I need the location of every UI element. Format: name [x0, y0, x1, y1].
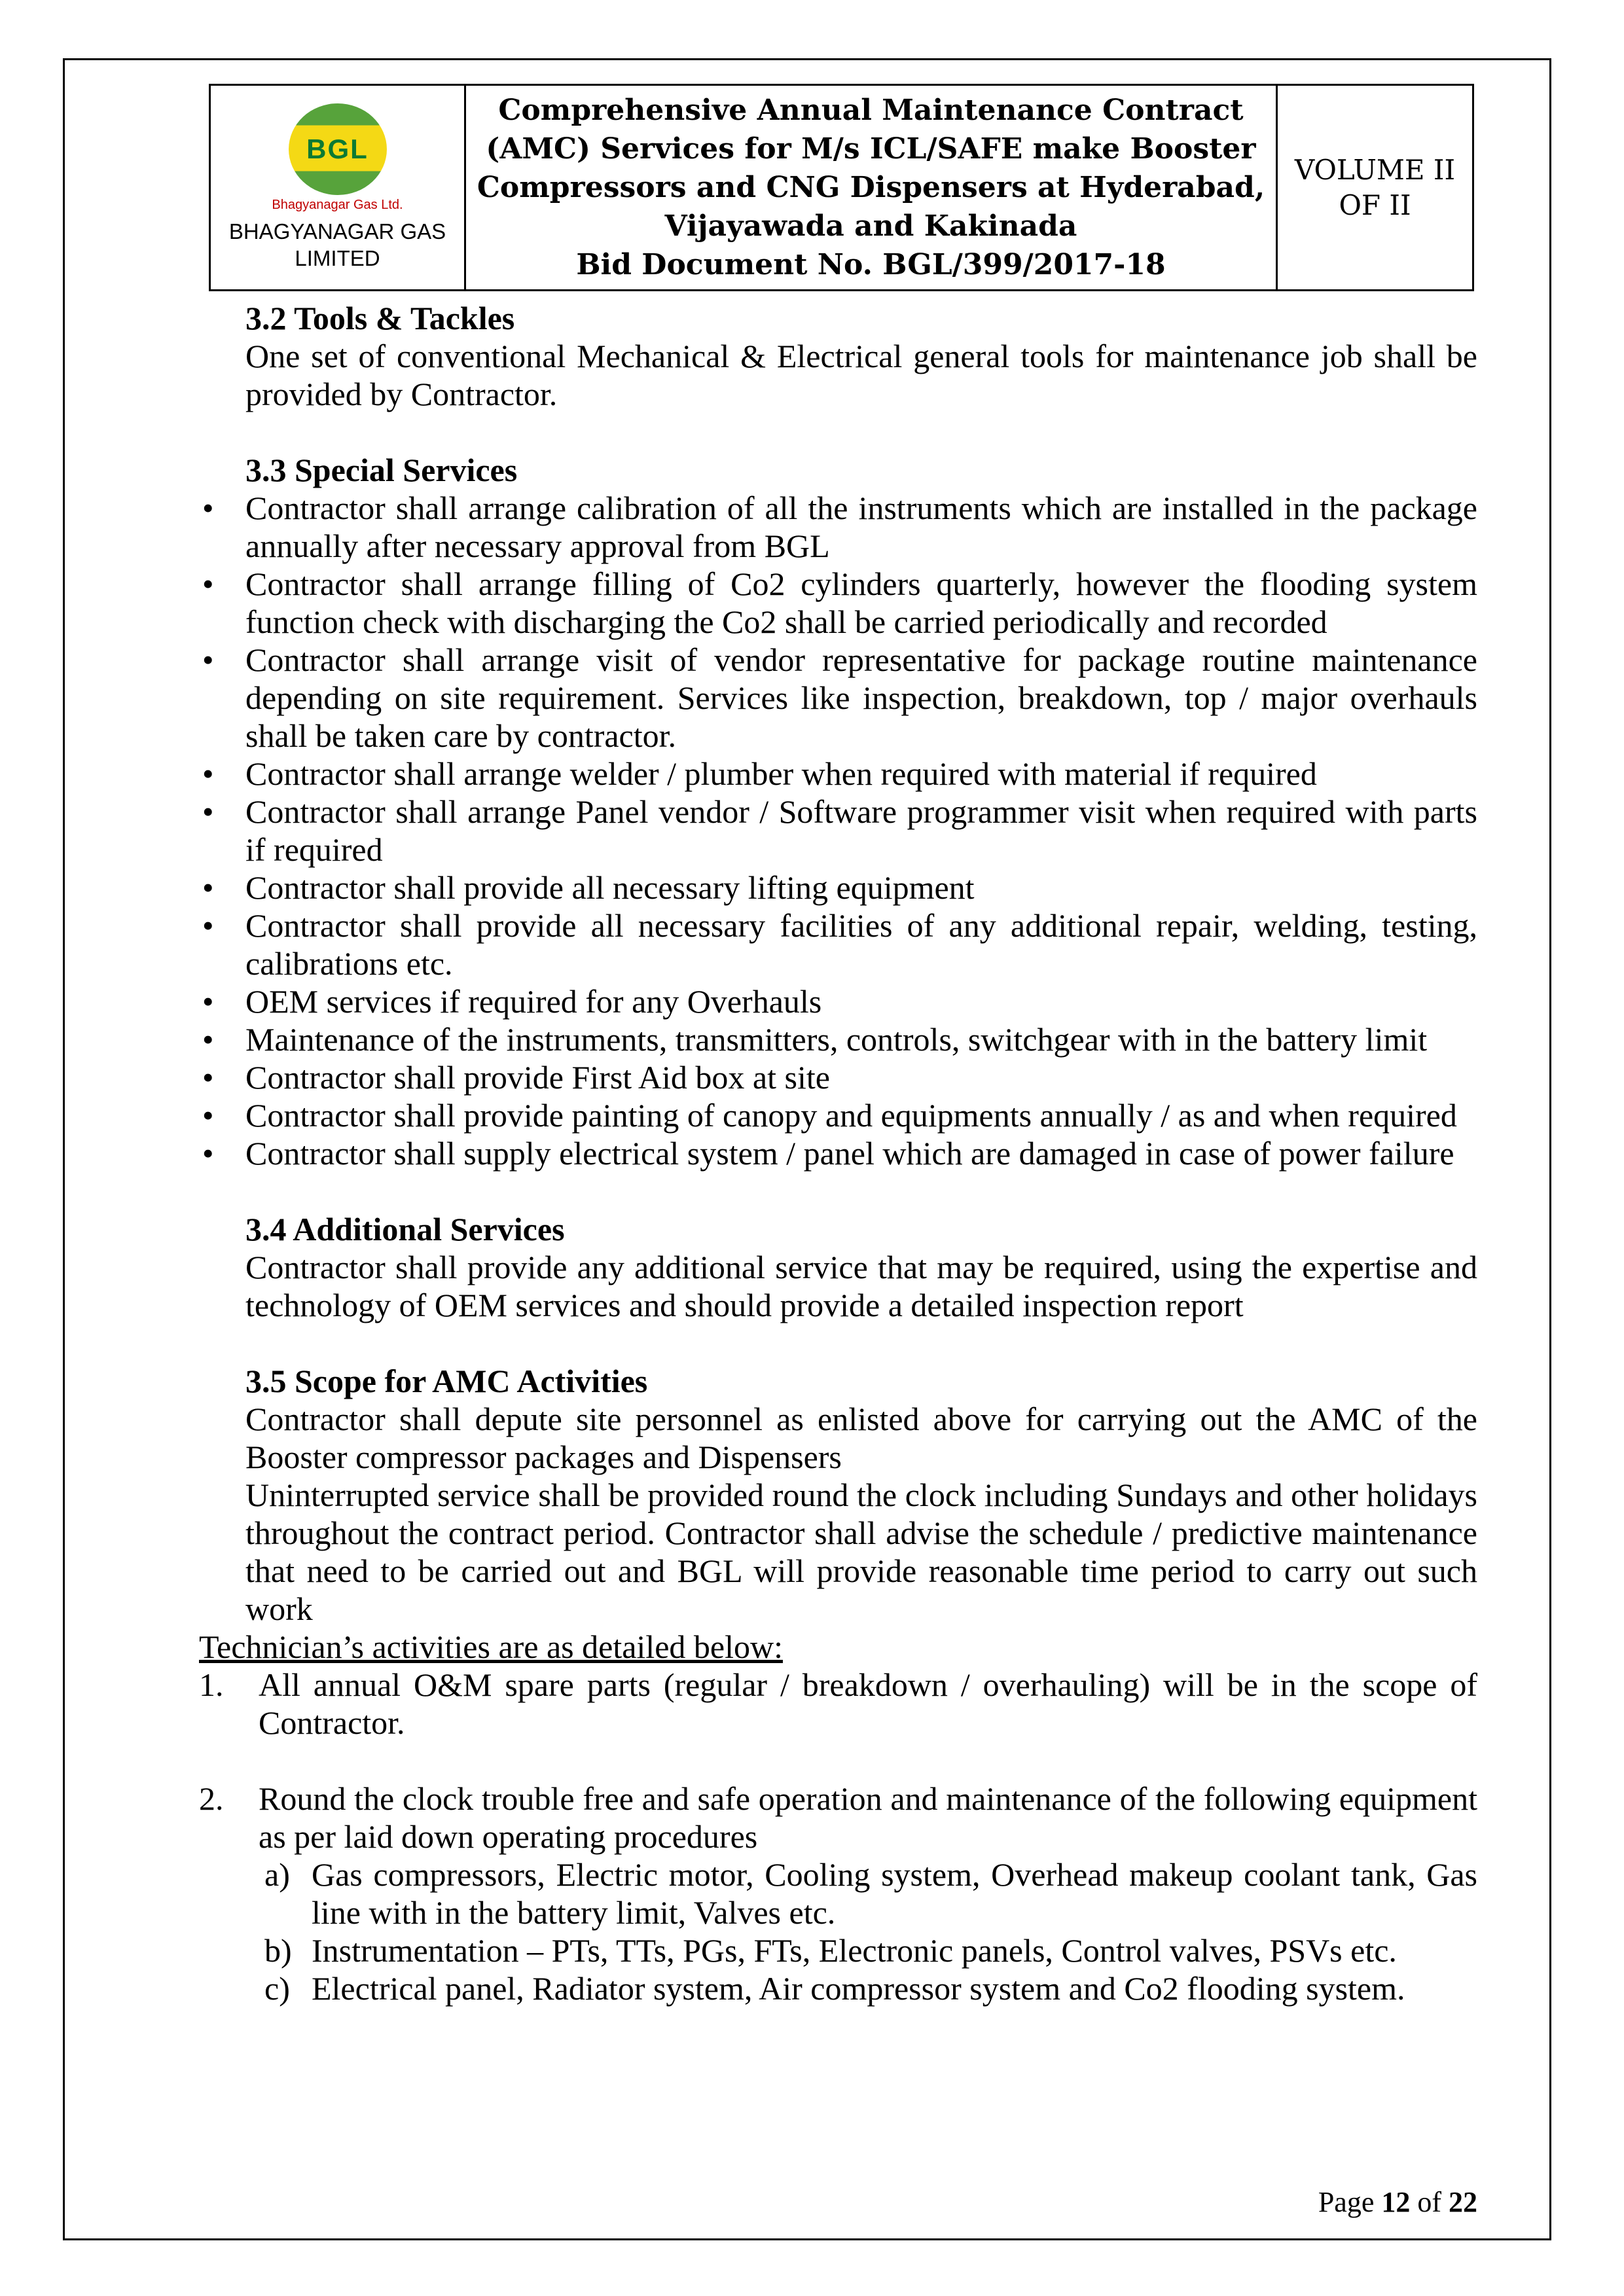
- special-service-item: [202, 641, 1477, 755]
- title-line-2: (AMC) Services for M/s ICL/SAFE make Booster: [486, 132, 1256, 166]
- scope-paragraph-2: Uninterrupted service shall be provided round the clock including Sundays and other holidays throughout the contract period. Contractor shall advise the schedule / predictive maintenance that need to be carried out and BGL will provide reasonable time period to carry out such work: [245, 1477, 1477, 1627]
- bullet-icon: •: [202, 793, 214, 830]
- document-content: [199, 299, 1477, 2007]
- sub-item-c: [264, 1969, 1477, 2007]
- sub-item-label: b): [264, 1932, 292, 1969]
- sub-item-a: [264, 1856, 1477, 1931]
- bullet-icon: •: [202, 869, 214, 906]
- bullet-text: OEM services if required for any Overhauls: [245, 983, 822, 1020]
- special-service-item: [202, 1134, 1477, 1172]
- bullet-text: Contractor shall provide painting of canopy and equipments annually / as and when required: [245, 1097, 1457, 1134]
- document-title: [474, 91, 1268, 245]
- company-name-line2: LIMITED: [295, 246, 380, 270]
- bullet-text: Maintenance of the instruments, transmitters, controls, switchgear with in the battery limit: [245, 1021, 1428, 1058]
- special-service-item: [202, 906, 1477, 982]
- title-cell: [465, 85, 1277, 291]
- sub-item-b: [264, 1931, 1477, 1969]
- item-text: Round the clock trouble free and safe operation and maintenance of the following equipment as per laid down operating procedures: [259, 1780, 1477, 1855]
- header-table: [209, 84, 1474, 291]
- page-border: [63, 58, 1551, 2240]
- footer-page-word: Page: [1318, 2186, 1375, 2218]
- bullet-icon: •: [202, 983, 214, 1020]
- company-name-line1: BHAGYANAGAR GAS: [228, 219, 446, 243]
- item-number: 1.: [199, 1666, 224, 1703]
- bullet-icon: •: [202, 490, 214, 526]
- numbered-item-2: [199, 1780, 1477, 1856]
- title-line-1: Comprehensive Annual Maintenance Contract: [498, 94, 1244, 127]
- header-row: [210, 85, 1473, 291]
- bullet-icon: •: [202, 1021, 214, 1058]
- sub-item-text: Electrical panel, Radiator system, Air compressor system and Co2 flooding system.: [312, 1970, 1405, 2007]
- volume-line-1: VOLUME II: [1294, 153, 1456, 186]
- bullet-text: Contractor shall provide First Aid box at site: [245, 1059, 830, 1096]
- section-heading-special-services: 3.3 Special Services: [245, 452, 518, 488]
- tools-paragraph: One set of conventional Mechanical & Electrical general tools for maintenance job shall be provided by Contractor.: [245, 338, 1477, 412]
- special-service-item: [202, 1096, 1477, 1134]
- logo-monogram: BGL: [306, 134, 369, 164]
- bullet-text: Contractor shall supply electrical system / panel which are damaged in case of power failure: [245, 1135, 1454, 1172]
- sub-item-text: Gas compressors, Electric motor, Cooling system, Overhead makeup coolant tank, Gas line with in the battery limit, Valves etc.: [312, 1856, 1477, 1931]
- logo-tagline: Bhagyanagar Gas Ltd.: [272, 198, 403, 212]
- special-service-item: [202, 793, 1477, 869]
- additional-services-paragraph: Contractor shall provide any additional service that may be required, using the expertise and technology of OEM services and should provide a detailed inspection report: [245, 1249, 1477, 1323]
- bullet-text: Contractor shall arrange visit of vendor representative for package routine maintenance depending on site requirement. Services like inspection, breakdown, top / major overhauls shall be taken care by contractor.: [245, 641, 1477, 754]
- bullet-text: Contractor shall provide all necessary facilities of any additional repair, welding, testing, calibrations etc.: [245, 907, 1477, 982]
- volume-line-2: OF II: [1339, 188, 1411, 221]
- bid-document-number: Bid Document No. BGL/399/2017-18: [576, 248, 1166, 281]
- special-service-item: [202, 982, 1477, 1020]
- special-service-item: [202, 489, 1477, 565]
- bullet-text: Contractor shall arrange filling of Co2 cylinders quarterly, however the flooding system function check with discharging the Co2 shall be carried periodically and recorded: [245, 565, 1477, 640]
- bullet-icon: •: [202, 755, 214, 792]
- sub-item-label: c): [264, 1970, 290, 2007]
- numbered-item-1: [199, 1666, 1477, 1742]
- special-service-item: [202, 565, 1477, 641]
- sub-item-label: a): [264, 1856, 290, 1893]
- section-heading-additional-services: 3.4 Additional Services: [245, 1211, 565, 1247]
- page-footer: [1318, 2185, 1477, 2219]
- bullet-text: Contractor shall provide all necessary lifting equipment: [245, 869, 975, 906]
- bullet-icon: •: [202, 1097, 214, 1134]
- volume-cell: [1277, 85, 1473, 291]
- bullet-icon: •: [202, 1135, 214, 1172]
- technician-activities-intro: Technician’s activities are as detailed below:: [199, 1628, 783, 1665]
- bullet-text: Contractor shall arrange calibration of all the instruments which are installed in the package annually after necessary approval from BGL: [245, 490, 1477, 564]
- company-name: [219, 218, 456, 272]
- title-line-3: Compressors and CNG Dispensers at Hyderabad,: [477, 171, 1265, 204]
- footer-of-word: of: [1417, 2186, 1441, 2218]
- bullet-icon: •: [202, 641, 214, 678]
- title-line-4: Vijayawada and Kakinada: [664, 209, 1077, 243]
- logo-cell: [210, 85, 465, 291]
- bgl-logo-icon: [289, 103, 387, 195]
- special-service-item: [202, 755, 1477, 793]
- bullet-icon: •: [202, 907, 214, 944]
- item-text: All annual O&M spare parts (regular / breakdown / overhauling) will be in the scope of Contractor.: [259, 1666, 1477, 1741]
- special-service-item: [202, 1058, 1477, 1096]
- item-number: 2.: [199, 1780, 224, 1817]
- bullet-text: Contractor shall arrange Panel vendor / Software programmer visit when required with parts if required: [245, 793, 1477, 868]
- bullet-icon: •: [202, 565, 214, 602]
- special-service-item: [202, 869, 1477, 906]
- footer-page-number: 12: [1381, 2186, 1411, 2218]
- bullet-text: Contractor shall arrange welder / plumber when required with material if required: [245, 755, 1317, 792]
- special-service-item: [202, 1020, 1477, 1058]
- footer-page-total: 22: [1449, 2186, 1477, 2218]
- section-heading-tools: 3.2 Tools & Tackles: [245, 300, 515, 336]
- bullet-icon: •: [202, 1059, 214, 1096]
- sub-item-text: Instrumentation – PTs, TTs, PGs, FTs, Electronic panels, Control valves, PSVs etc.: [312, 1932, 1397, 1969]
- scope-paragraph-1: Contractor shall depute site personnel as enlisted above for carrying out the AMC of the Booster compressor packages and Dispensers: [245, 1401, 1477, 1475]
- section-heading-scope-amc: 3.5 Scope for AMC Activities: [245, 1363, 648, 1399]
